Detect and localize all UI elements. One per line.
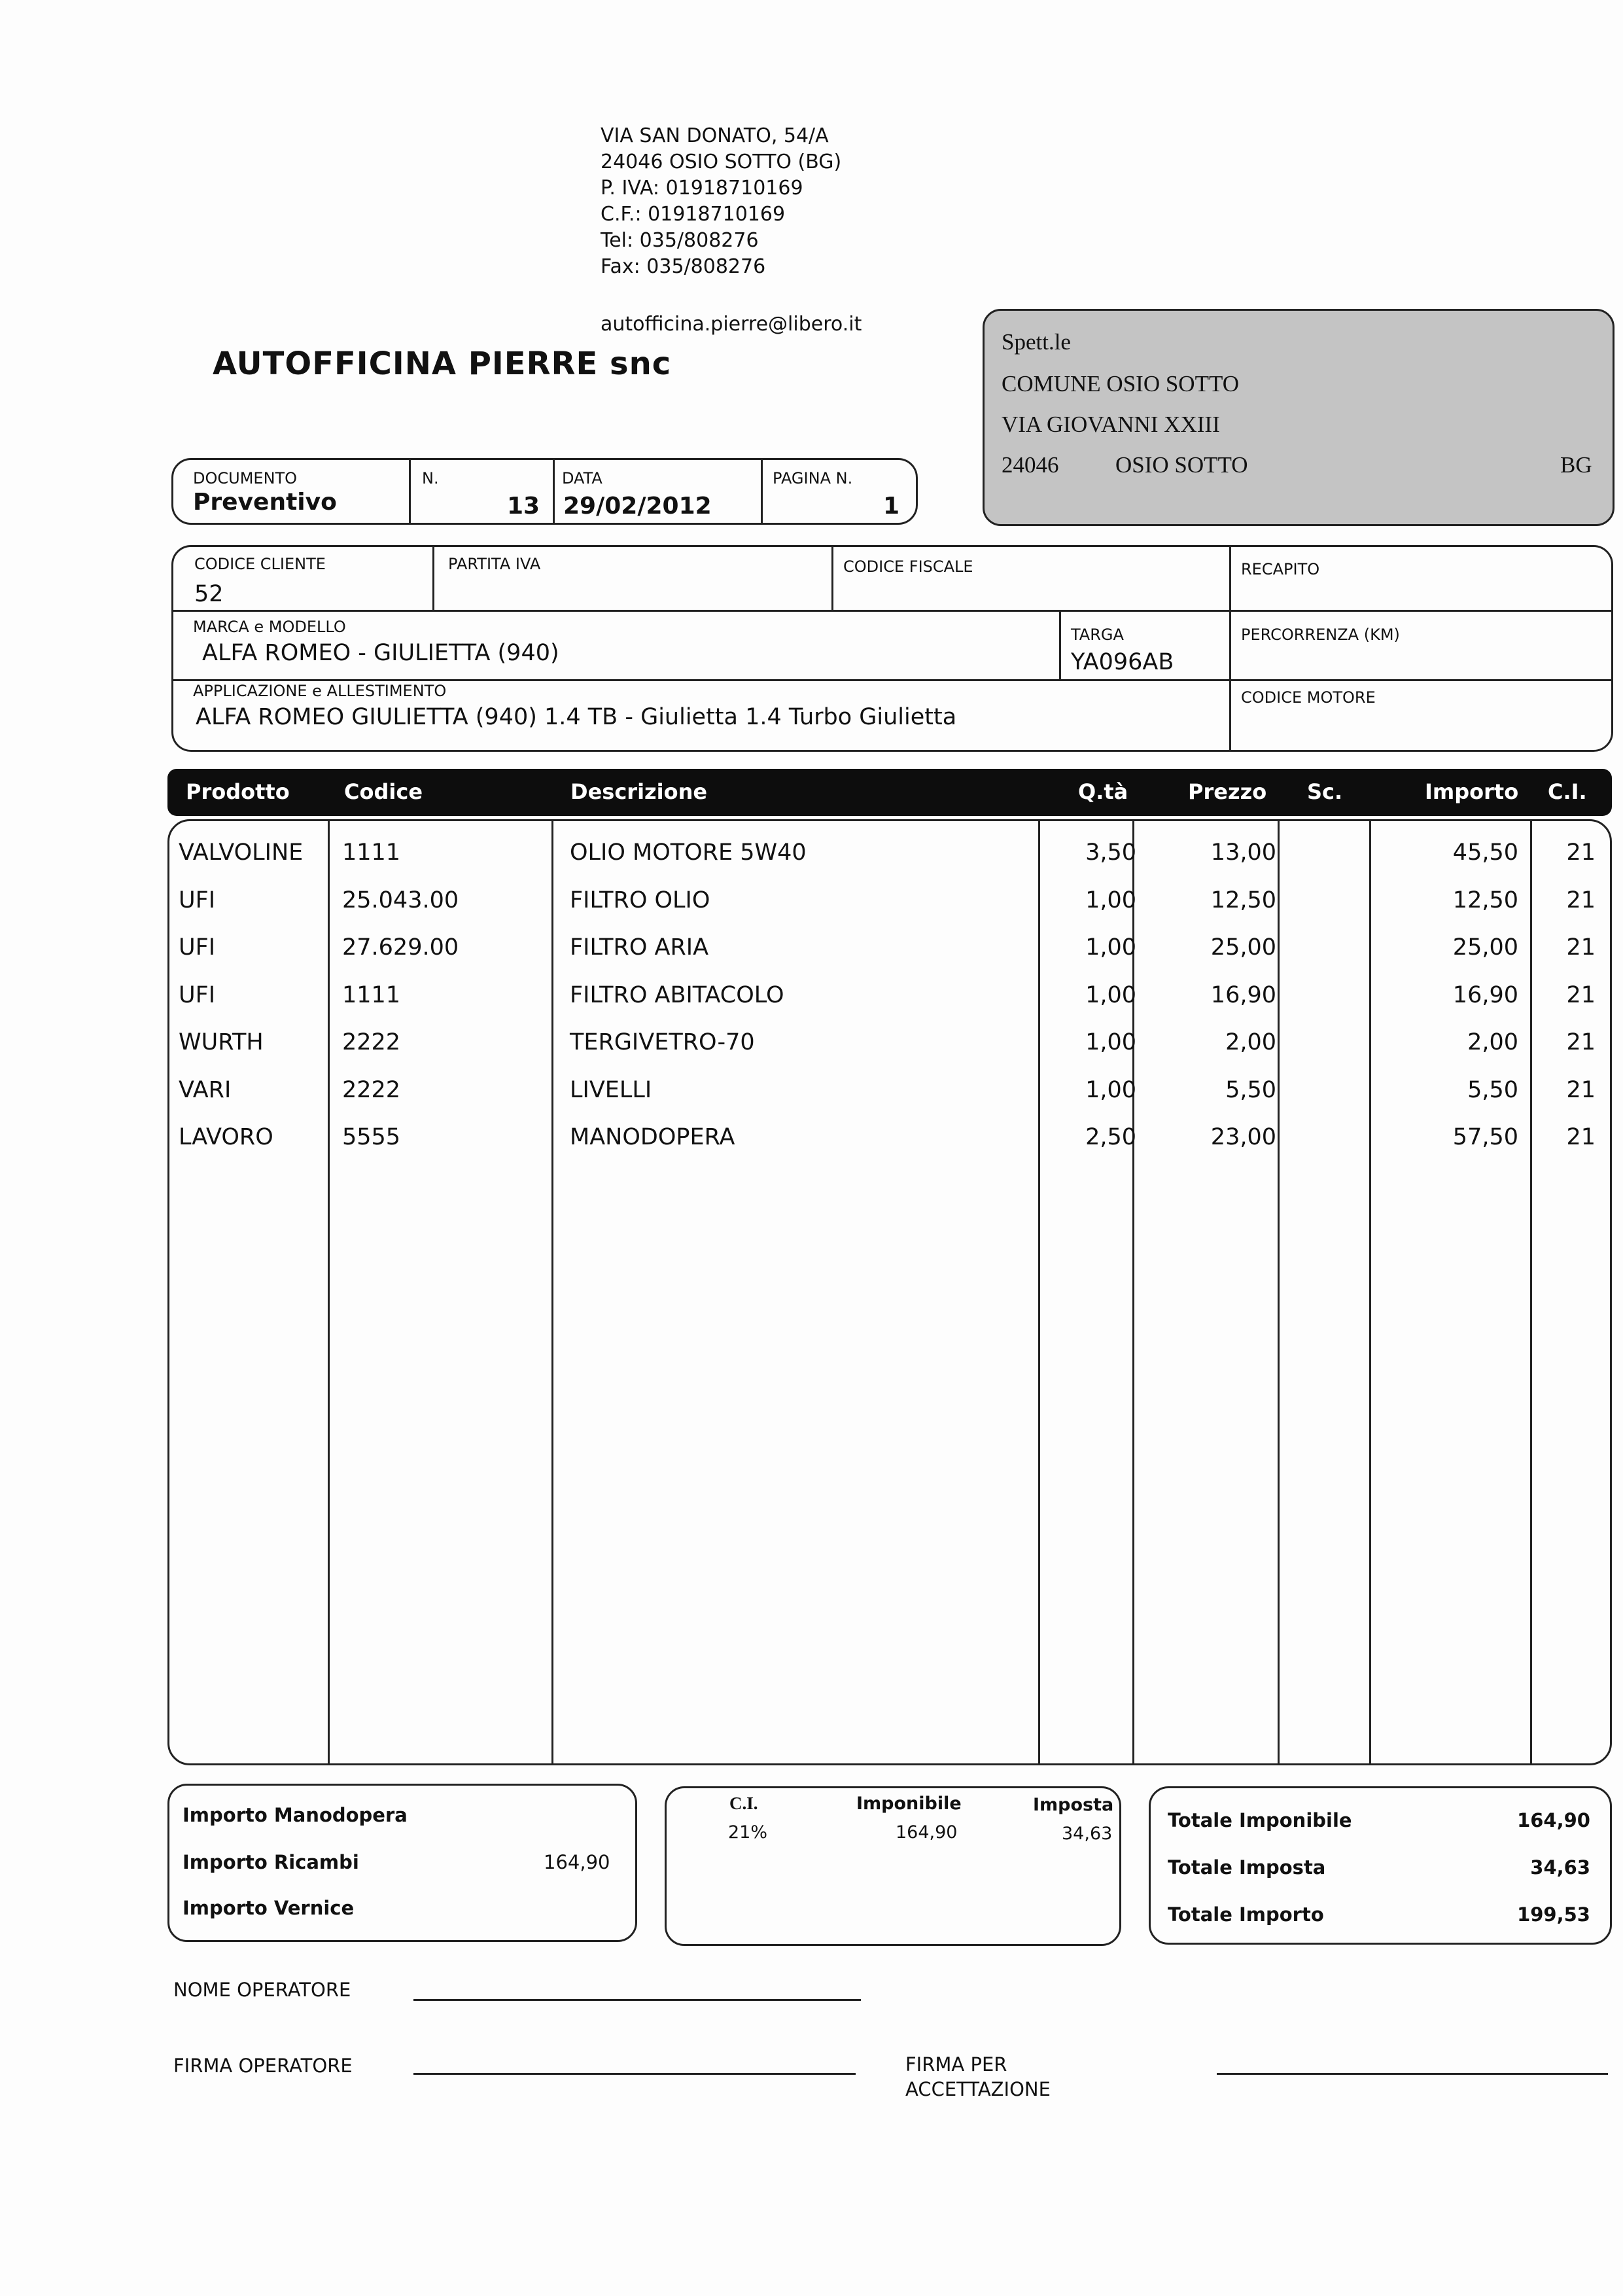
cell-prodotto: UFI [179,887,216,913]
client-vat-label: PARTITA IVA [448,555,541,573]
table-row [169,1024,1610,1071]
cell-descrizione: LIVELLI [570,1076,652,1103]
operator-sign-line [413,2073,856,2075]
company-city: 24046 OSIO SOTTO (BG) [601,150,842,173]
cell-ci: 21 [1566,839,1596,866]
engine-code-label: CODICE MOTORE [1241,688,1376,707]
col-qta: Q.tà [1078,779,1128,804]
accept-label-2: ACCETTAZIONE [905,2078,1051,2100]
col-codice: Codice [344,779,423,804]
cell-descrizione: FILTRO OLIO [570,887,710,913]
vehicle-model: ALFA ROMEO - GIULIETTA (940) [202,640,559,666]
cell-codice: 1111 [342,981,401,1008]
cell-prodotto: UFI [179,981,216,1008]
vehicle-app: ALFA ROMEO GIULIETTA (940) 1.4 TB - Giulietta 1.4 Turbo Giulietta [196,704,957,730]
col-prodotto: Prodotto [186,779,290,804]
cell-importo: 57,50 [1452,1124,1518,1150]
total-imposta-label: Totale Imposta [1168,1856,1326,1879]
cell-descrizione: OLIO MOTORE 5W40 [570,839,807,866]
total-imponibile-label: Totale Imponibile [1168,1809,1352,1831]
company-fax: Fax: 035/808276 [601,255,766,278]
cell-qta: 1,00 [1085,1076,1136,1103]
cell-prezzo: 25,00 [1210,934,1276,961]
cell-prodotto: UFI [179,934,216,961]
vat-ci-label: C.I. [729,1793,758,1813]
table-header [167,769,1612,816]
ricambi-value: 164,90 [544,1851,610,1873]
cell-ci: 21 [1566,1076,1596,1103]
cell-codice: 5555 [342,1124,401,1150]
cell-prezzo: 23,00 [1210,1124,1276,1150]
vehicle-app-label: APPLICAZIONE e ALLESTIMENTO [193,682,447,700]
col-ci: C.I. [1548,779,1587,804]
recipient-city: OSIO SOTTO [1115,452,1248,478]
cell-descrizione: FILTRO ABITACOLO [570,981,784,1008]
total-imponibile-value: 164,90 [1517,1809,1590,1831]
cell-importo: 45,50 [1452,839,1518,866]
cell-importo: 16,90 [1452,981,1518,1008]
company-name: AUTOFFICINA PIERRE snc [213,345,672,382]
company-address: VIA SAN DONATO, 54/A [601,124,829,147]
cell-qta: 3,50 [1085,839,1136,866]
vehicle-plate-label: TARGA [1071,626,1124,644]
cell-qta: 2,50 [1085,1124,1136,1150]
cell-qta: 1,00 [1085,934,1136,961]
cell-prezzo: 13,00 [1210,839,1276,866]
doc-date-label: DATA [562,469,602,487]
col-importo: Importo [1425,779,1519,804]
doc-number-label: N. [422,469,439,487]
operator-name-line [413,1999,861,2001]
cell-qta: 1,00 [1085,1029,1136,1055]
table-row [169,977,1610,1024]
company-email: autofficina.pierre@libero.it [601,313,862,336]
total-imposta-value: 34,63 [1530,1856,1590,1879]
client-code-label: CODICE CLIENTE [194,555,326,573]
vehicle-model-label: MARCA e MODELLO [193,618,346,636]
client-fiscal-label: CODICE FISCALE [843,557,973,576]
cell-importo: 5,50 [1467,1076,1518,1103]
totals-box [1149,1786,1612,1945]
company-tel: Tel: 035/808276 [601,229,759,252]
vernice-label: Importo Vernice [183,1897,355,1919]
recipient-name: COMUNE OSIO SOTTO [1002,371,1239,397]
table-row [169,1072,1610,1119]
vat-imposta-label: Imposta [1033,1795,1114,1815]
cell-codice: 27.629.00 [342,934,459,961]
cell-prodotto: WURTH [179,1029,264,1055]
cell-descrizione: TERGIVETRO-70 [570,1029,755,1055]
col-descrizione: Descrizione [570,779,708,804]
vehicle-km-label: PERCORRENZA (KM) [1241,626,1400,644]
doc-date: 29/02/2012 [563,493,712,520]
total-importo-value: 199,53 [1517,1903,1590,1926]
doc-page: 1 [883,493,900,520]
vat-box [665,1786,1121,1946]
doc-page-label: PAGINA N. [773,469,853,487]
accept-sign-line [1217,2073,1608,2075]
vehicle-plate: YA096AB [1071,649,1174,675]
manodopera-label: Importo Manodopera [183,1804,408,1826]
vat-ci-value: 21% [728,1822,768,1843]
client-vehicle-box [171,545,1613,752]
cell-prodotto: VALVOLINE [179,839,304,866]
col-sconto: Sc. [1307,779,1343,804]
company-piva: P. IVA: 01918710169 [601,177,803,200]
company-info [601,123,841,280]
client-contact-label: RECAPITO [1241,560,1320,578]
cell-prodotto: LAVORO [179,1124,273,1150]
cell-ci: 21 [1566,934,1596,961]
vat-imponibile-value: 164,90 [896,1822,958,1843]
vat-imponibile-label: Imponibile [856,1793,962,1814]
cell-descrizione: FILTRO ARIA [570,934,709,961]
col-prezzo: Prezzo [1188,779,1267,804]
operator-name-label: NOME OPERATORE [173,1979,351,2001]
table-row [169,1119,1610,1166]
cell-importo: 25,00 [1452,934,1518,961]
cell-codice: 2222 [342,1076,401,1103]
cell-codice: 1111 [342,839,401,866]
cell-prezzo: 5,50 [1225,1076,1276,1103]
cell-prodotto: VARI [179,1076,232,1103]
cell-ci: 21 [1566,1124,1596,1150]
recipient-box [983,309,1614,526]
cell-importo: 12,50 [1452,887,1518,913]
doc-number: 13 [507,493,540,520]
recipient-cap: 24046 [1002,452,1059,478]
cell-descrizione: MANODOPERA [570,1124,735,1150]
company-cf: C.F.: 01918710169 [601,203,786,226]
cell-ci: 21 [1566,887,1596,913]
cell-prezzo: 2,00 [1225,1029,1276,1055]
recipient-salutation: Spett.le [1002,329,1071,355]
table-row [169,882,1610,929]
cell-prezzo: 16,90 [1210,981,1276,1008]
accept-label-1: FIRMA PER [905,2053,1007,2075]
table-row [169,929,1610,976]
recipient-province: BG [1560,452,1592,478]
cell-qta: 1,00 [1085,887,1136,913]
ricambi-label: Importo Ricambi [183,1851,359,1873]
table-row [169,834,1610,881]
cell-ci: 21 [1566,981,1596,1008]
cell-codice: 2222 [342,1029,401,1055]
items-table [167,819,1612,1765]
client-code: 52 [194,581,224,607]
cell-qta: 1,00 [1085,981,1136,1008]
cell-prezzo: 12,50 [1210,887,1276,913]
cell-ci: 21 [1566,1029,1596,1055]
operator-sign-label: FIRMA OPERATORE [173,2055,353,2077]
vat-imposta-value: 34,63 [1062,1824,1113,1844]
labour-parts-box [167,1784,637,1942]
cell-codice: 25.043.00 [342,887,459,913]
doc-type-label: DOCUMENTO [193,469,298,487]
doc-type: Preventivo [193,489,337,516]
total-importo-label: Totale Importo [1168,1903,1324,1926]
document-info-box [171,458,918,525]
cell-importo: 2,00 [1467,1029,1518,1055]
recipient-street: VIA GIOVANNI XXIII [1002,412,1220,437]
